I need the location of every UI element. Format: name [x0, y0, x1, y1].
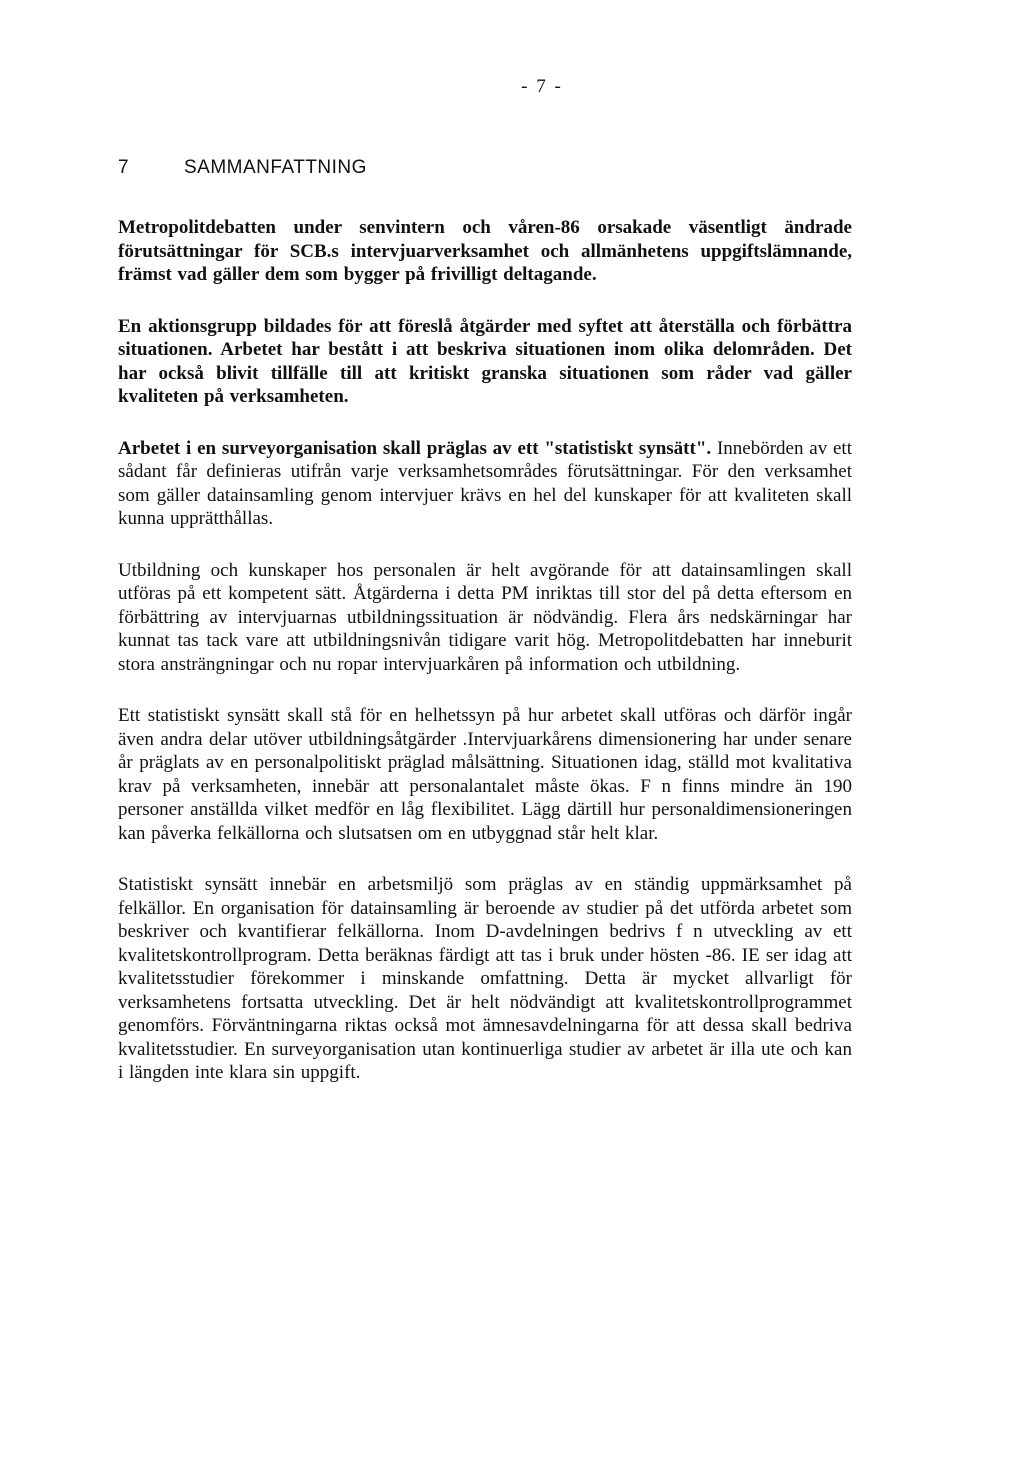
paragraph-2: En aktionsgrupp bildades för att föreslå åtgärder med syftet att återställa och förbättra situationen. Arbetet har bestått i att beskriva situationen inom olika delområden. Det har också blivit tillfälle till att kritiskt granska situationen som råder vad gäller kvaliteten på verksamheten.: [118, 315, 852, 407]
paragraph-3-rest: Innebörden av ett sådant får definieras utifrån varje verksamhetsområdes förutsättningar. För den verksamhet som gäller datainsamling genom intervjuer krävs en hel del kunskaper för att kvaliteten skall kunna upprätthållas.: [118, 437, 852, 529]
paragraph-3-bold-lead: Arbetet i en surveyorganisation skall präglas av ett "statistiskt synsätt".: [118, 437, 712, 459]
body-text: [118, 216, 852, 1113]
paragraph-1: Metropolitdebatten under senvintern och våren-86 orsakade väsentligt ändrade förutsättningar för SCB.s intervjuarverksamhet och allmänhetens uppgiftslämnande, främst vad gäller dem som bygger på frivilligt deltagande.: [118, 217, 852, 285]
section-number: 7: [118, 157, 130, 178]
paragraph-3: [118, 437, 852, 531]
paragraph-6: Statistiskt synsätt innebär en arbetsmiljö som präglas av en ständig uppmärksamhet på felkällor. En organisation för datainsamling är beroende av studier på det utförda arbetet som beskriver och kvantifierar felkällorna. Inom D-avdelningen bedrivs f n utveckling av ett kvalitetskontrollprogram. Detta beräknas färdigt att tas i bruk under hösten -86. IE ser idag att kvalitetsstudier förekommer i minskande omfattning. Detta är mycket allvarligt för verksamhetens fortsatta utveckling. Det är helt nödvändigt att kvalitetskontrollprogrammet genomförs. Förväntningarna riktas också mot ämnesavdelningarna för att dessa skall bedriva kvalitetsstudier. En surveyorganisation utan kontinuerliga studier av arbetet är illa ute och kan i längden inte klara sin uppgift.: [118, 874, 852, 1083]
page-number: - 7 -: [521, 76, 563, 97]
section-title: SAMMANFATTNING: [184, 157, 367, 178]
section-heading: [118, 157, 367, 179]
paragraph-5: Ett statistiskt synsätt skall stå för en helhetssyn på hur arbetet skall utföras och därför ingår även andra delar utöver utbildningsåtgärder .Intervjuarkårens dimensionering har under senare år präglats av en personalpolitiskt präglad målsättning. Situationen idag, ställd mot kvalitativa krav på verksamheten, innebär att personalantalet måste ökas. F n finns mindre än 190 personer anställda vilket medför en låg flexibilitet. Lägg därtill hur personaldimensioneringen kan påverka felkällorna och slutsatsen om en utbyggnad står helt klar.: [118, 705, 852, 844]
paragraph-4: Utbildning och kunskaper hos personalen är helt avgörande för att datainsamlingen skall utföras på ett kompetent sätt. Åtgärderna i detta PM inriktas till stor del på detta eftersom en förbättring av intervjuarnas utbildningssituation är nödvändig. Flera års nedskärningar har kunnat tas tack vare att utbildningsnivån tidigare varit hög. Metropolitdebatten har inneburit stora ansträngningar och nu ropar intervjuarkåren på information och utbildning.: [118, 559, 852, 675]
